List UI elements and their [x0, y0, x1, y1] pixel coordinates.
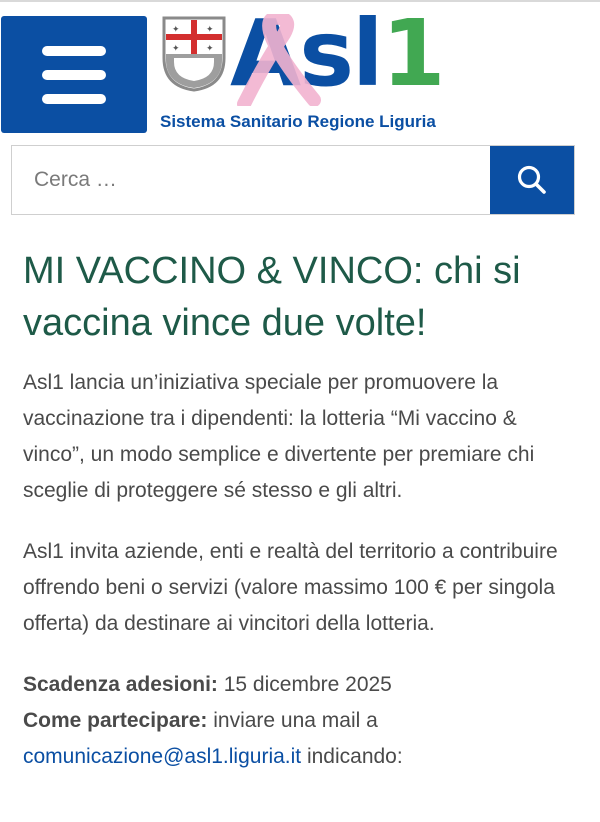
email-line — [23, 739, 583, 775]
asl1-logo[interactable] — [160, 0, 460, 136]
hamburger-menu-icon-bar — [42, 94, 106, 104]
search-button[interactable] — [490, 146, 574, 214]
deadline-label: Scadenza adesioni: — [23, 673, 218, 696]
how-value: inviare una mail a — [207, 709, 378, 732]
search-form — [11, 145, 575, 215]
how-label: Come partecipare: — [23, 709, 208, 732]
logo-subtitle: Sistema Sanitario Regione Liguria — [160, 112, 436, 131]
how-to-participate-line — [23, 703, 583, 739]
logo-wordmark: Asl1 — [230, 0, 444, 107]
svg-text:✦: ✦ — [206, 25, 214, 35]
article — [23, 245, 583, 775]
article-title: MI VACCINO & VINCO: chi si vaccina vince due volte! — [23, 250, 521, 344]
article-paragraph-1: Asl1 lancia un’iniziativa speciale per promuovere la vaccinazione tra i dipendenti: la lotteria “Mi vaccino & vinco”, un modo semplice e divertente per premiare chi sceglie di proteggere sé stesso e gli altri. — [23, 371, 535, 502]
svg-text:✦: ✦ — [172, 44, 180, 54]
site-header — [0, 2, 600, 134]
svg-text:✦: ✦ — [206, 44, 214, 54]
email-link[interactable]: comunicazione@asl1.liguria.it — [23, 745, 302, 768]
svg-text:✦: ✦ — [172, 25, 180, 35]
liguria-crest-icon — [160, 14, 228, 92]
hamburger-menu-icon — [42, 46, 106, 56]
search-icon — [515, 163, 549, 197]
email-suffix: indicando: — [301, 745, 403, 768]
menu-button[interactable] — [1, 16, 147, 133]
deadline-line — [23, 667, 583, 703]
search-input[interactable] — [12, 146, 490, 214]
deadline-value: 15 dicembre 2025 — [217, 673, 392, 696]
article-paragraph-2: Asl1 invita aziende, enti e realtà del territorio a contribuire offrendo beni o servizi (valore massimo 100 € per singola offerta) da destinare ai vincitori della lotteria. — [23, 540, 558, 635]
hamburger-menu-icon-bar — [42, 70, 106, 80]
